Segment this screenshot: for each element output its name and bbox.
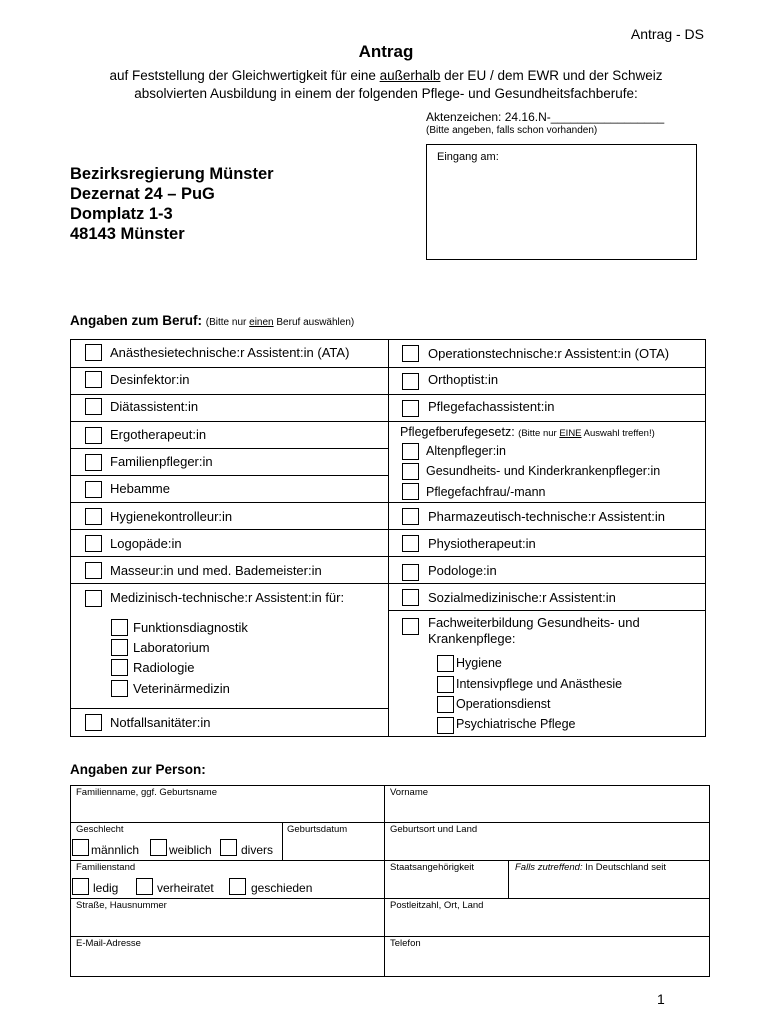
label-divers: divers bbox=[241, 843, 274, 857]
label-pta: Pharmazeutisch-technische:r Assistent:in bbox=[428, 509, 665, 524]
label-physiotherapeut: Physiotherapeut:in bbox=[428, 536, 536, 551]
checkbox-geschieden[interactable] bbox=[229, 878, 246, 895]
label-fachweiterbildung: Fachweiterbildung Gesundheits- und Krankenpflege: bbox=[428, 615, 640, 646]
form-code: Antrag - DS bbox=[630, 26, 704, 42]
label-mta: Medizinisch-technische:r Assistent:in für: bbox=[110, 590, 345, 605]
label-veterinaermedizin: Veterinärmedizin bbox=[133, 681, 230, 696]
label-ata: Anästhesietechnische:r Assistent:in (ATA) bbox=[110, 345, 350, 360]
checkbox-kinderkrankenpfleger[interactable] bbox=[402, 463, 419, 480]
label-intensivpflege: Intensivpflege und Anästhesie bbox=[456, 677, 623, 691]
label-radiologie: Radiologie bbox=[133, 660, 195, 675]
label-sozialmedizinisch: Sozialmedizinische:r Assistent:in bbox=[428, 590, 616, 605]
label-podologe: Podologe:in bbox=[428, 563, 497, 578]
label-hygienekontrolleur: Hygienekontrolleur:in bbox=[110, 509, 233, 524]
checkbox-fachweiterbildung[interactable] bbox=[402, 618, 419, 635]
pflege-title: Pflegefberufegesetz: (Bitte nur EINE Auswahl treffen!) bbox=[400, 425, 655, 439]
checkbox-altenpfleger[interactable] bbox=[402, 443, 419, 460]
checkbox-laboratorium[interactable] bbox=[111, 639, 128, 656]
page-title: Antrag bbox=[358, 42, 414, 61]
geburtsdatum-field[interactable]: Geburtsdatum bbox=[287, 824, 348, 835]
eingang-label: Eingang am: bbox=[437, 151, 499, 163]
familienstand-label: Familienstand bbox=[76, 862, 136, 873]
label-ota: Operationstechnische:r Assistent:in (OTA) bbox=[428, 346, 670, 361]
strasse-field[interactable]: Straße, Hausnummer bbox=[76, 900, 167, 911]
checkbox-hygienekontrolleur[interactable] bbox=[85, 508, 102, 525]
label-notfallsanitaeter: Notfallsanitäter:in bbox=[110, 715, 211, 730]
label-verheiratet: verheiratet bbox=[157, 881, 214, 895]
telefon-field[interactable]: Telefon bbox=[390, 938, 421, 949]
label-pflegefachassistent: Pflegefachassistent:in bbox=[428, 399, 555, 414]
label-desinfektor: Desinfektor:in bbox=[110, 372, 190, 387]
label-psychiatrische-pflege: Psychiatrische Pflege bbox=[456, 717, 576, 731]
checkbox-psychiatrische-pflege[interactable] bbox=[437, 717, 454, 734]
label-kinderkrankenpfleger: Gesundheits- und Kinderkrankenpfleger:in bbox=[426, 464, 661, 478]
authority-address: Bezirksregierung Münster Dezernat 24 – PuG Domplatz 1-3 48143 Münster bbox=[70, 165, 274, 243]
checkbox-pta[interactable] bbox=[402, 508, 419, 525]
aktenzeichen-hint: (Bitte angeben, falls schon vorhanden) bbox=[426, 125, 598, 136]
label-geschieden: geschieden bbox=[251, 881, 313, 895]
checkbox-maennlich[interactable] bbox=[72, 839, 89, 856]
label-maennlich: männlich bbox=[91, 843, 140, 857]
checkbox-ledig[interactable] bbox=[72, 878, 89, 895]
checkbox-intensivpflege[interactable] bbox=[437, 676, 454, 693]
aktenzeichen-label: Aktenzeichen: 24.16.N-_________________ bbox=[426, 110, 665, 124]
checkbox-orthoptist[interactable] bbox=[402, 373, 419, 390]
checkbox-hygiene[interactable] bbox=[437, 655, 454, 672]
vorname-field[interactable]: Vorname bbox=[390, 787, 429, 798]
checkbox-hebamme[interactable] bbox=[85, 481, 102, 498]
checkbox-desinfektor[interactable] bbox=[85, 371, 102, 388]
label-orthoptist: Orthoptist:in bbox=[428, 372, 499, 387]
checkbox-ergotherapeut[interactable] bbox=[85, 427, 102, 444]
label-pflegefachfrau: Pflegefachfrau/-mann bbox=[426, 485, 546, 499]
label-hygiene: Hygiene bbox=[456, 656, 502, 670]
checkbox-diaetassistent[interactable] bbox=[85, 398, 102, 415]
checkbox-divers[interactable] bbox=[220, 839, 237, 856]
checkbox-podologe[interactable] bbox=[402, 564, 419, 581]
label-altenpfleger: Altenpfleger:in bbox=[426, 444, 506, 458]
label-funktionsdiagnostik: Funktionsdiagnostik bbox=[133, 620, 248, 635]
checkbox-pflegefachassistent[interactable] bbox=[402, 400, 419, 417]
label-hebamme: Hebamme bbox=[110, 481, 170, 496]
plz-ort-field[interactable]: Postleitzahl, Ort, Land bbox=[390, 900, 484, 911]
checkbox-radiologie[interactable] bbox=[111, 659, 128, 676]
checkbox-familienpfleger[interactable] bbox=[85, 454, 102, 471]
page-number: 1 bbox=[657, 991, 665, 1007]
label-diaetassistent: Diätassistent:in bbox=[110, 399, 199, 414]
checkbox-pflegefachfrau[interactable] bbox=[402, 483, 419, 500]
label-masseur: Masseur:in und med. Bademeister:in bbox=[110, 563, 322, 578]
checkbox-ata[interactable] bbox=[85, 344, 102, 361]
checkbox-verheiratet[interactable] bbox=[136, 878, 153, 895]
label-familienpfleger: Familienpfleger:in bbox=[110, 454, 213, 469]
label-laboratorium: Laboratorium bbox=[133, 640, 210, 655]
checkbox-operationsdienst[interactable] bbox=[437, 696, 454, 713]
label-ledig: ledig bbox=[93, 881, 119, 895]
checkbox-ota[interactable] bbox=[402, 345, 419, 362]
checkbox-sozialmedizinisch[interactable] bbox=[402, 589, 419, 606]
checkbox-masseur[interactable] bbox=[85, 562, 102, 579]
label-weiblich: weiblich bbox=[169, 843, 212, 857]
label-ergotherapeut: Ergotherapeut:in bbox=[110, 427, 207, 442]
in-deutschland-seit-field[interactable]: Falls zutreffend: In Deutschland seit bbox=[515, 862, 667, 873]
checkbox-notfallsanitaeter[interactable] bbox=[85, 714, 102, 731]
geschlecht-label: Geschlecht bbox=[76, 824, 124, 835]
email-field[interactable]: E-Mail-Adresse bbox=[76, 938, 141, 949]
checkbox-funktionsdiagnostik[interactable] bbox=[111, 619, 128, 636]
checkbox-logopaede[interactable] bbox=[85, 535, 102, 552]
checkbox-veterinaermedizin[interactable] bbox=[111, 680, 128, 697]
checkbox-mta[interactable] bbox=[85, 590, 102, 607]
person-heading: Angaben zur Person: bbox=[70, 762, 206, 777]
checkbox-physiotherapeut[interactable] bbox=[402, 535, 419, 552]
label-logopaede: Logopäde:in bbox=[110, 536, 182, 551]
staatsangehoerigkeit-field[interactable]: Staatsangehörigkeit bbox=[390, 862, 474, 873]
eingang-box bbox=[426, 144, 697, 260]
checkbox-weiblich[interactable] bbox=[150, 839, 167, 856]
familienname-field[interactable]: Familienname, ggf. Geburtsname bbox=[76, 787, 217, 798]
beruf-heading: Angaben zum Beruf: (Bitte nur einen Beruf auswählen) bbox=[70, 313, 355, 328]
geburtsort-field[interactable]: Geburtsort und Land bbox=[390, 824, 478, 835]
label-operationsdienst: Operationsdienst bbox=[456, 697, 551, 711]
subtitle: auf Feststellung der Gleichwertigkeit für eine außerhalb der EU / dem EWR und der Schweiz absolvierten Ausbildung in einem der folgenden Pflege- und Gesundheitsfachberufe: bbox=[109, 68, 663, 101]
